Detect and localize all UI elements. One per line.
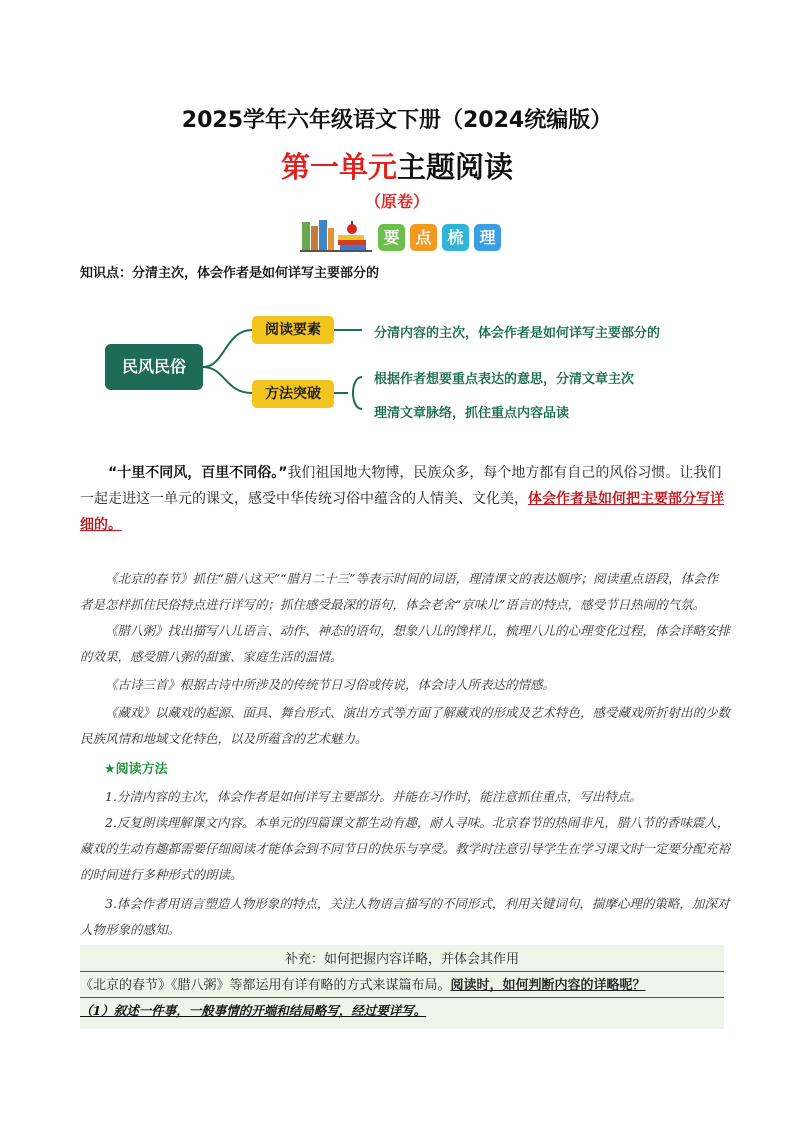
lesson-paragraph-2: 《腊八粥》找出描写八儿语言、动作、神态的语句，想象八儿的馋样儿，梳理八儿的心理变化过程，体会详略安排的效果，感受腊八粥的甜蜜、家庭生活的温情。 [80,623,731,664]
supplement-box [80,945,724,1029]
method-item-3: 3.体会作者用语言塑造人物形象的特点，关注人物语言描写的不同形式，利用关键词句，揣摩心理的策略，加深对人物形象的感知。 [80,896,730,937]
supplement-rule-2 [80,997,724,998]
badge-char-3: 梳 [442,224,469,251]
badge-char-1: 要 [378,224,405,251]
intro-text: 我们祖国地大物博，民族众多，每个地方都有自己的风俗习惯。让我们一起走进这一单元的课文，感受中华传统习俗中蕴含的人情美、文化美， [80,465,722,507]
key-points-banner [300,218,510,254]
method-item-2: 2.反复朗读理解课文内容。本单元的四篇课文都生动有趣，耐人寻味。北京春节的热闹非凡，腊八节的香味震人，藏戏的生动有趣都需要仔细阅读才能体会到不同节日的快乐与享受。教学时注意引导学生在学习课文时一定要分配充裕的时间进行多种形式的朗读。 [80,815,731,882]
supplement-heading: 补充：如何把握内容详略，并体会其作用 [284,952,519,967]
knowledge-point: 知识点：分清主次，体会作者是如何详写主要部分的 [80,266,380,281]
unit-title-black: 主题阅读 [397,150,514,184]
mindmap-node-reading-element: 阅读要素 [252,316,334,344]
supplement-line-1 [80,974,724,993]
unit-title [0,145,794,186]
mindmap [100,305,700,425]
intro-paragraph [80,460,730,538]
mindmap-leaf-3: 理清文章脉络，抓住重点内容品读 [374,406,570,421]
books-apple-icon [300,218,372,252]
reading-method-heading: ★阅读方法 [104,762,168,777]
badge-char-4: 理 [474,224,501,251]
document-subtitle: （原卷） [364,192,429,211]
mindmap-leaf-2: 根据作者想要重点表达的意思，分清文章主次 [374,372,635,387]
intro-quote: “十里不同风，百里不同俗。” [108,465,288,481]
method-item-1: 1.分清内容的主次，体会作者是如何详写主要部分。并能在习作时，能注意抓住重点，写出特点。 [105,789,642,804]
mindmap-node-method: 方法突破 [252,380,334,408]
supplement-line-1-question: 阅读时，如何判断内容的详略呢？ [450,978,646,993]
document-title: 2025学年六年级语文下册（2024统编版） [181,108,613,133]
supplement-line-2: （1）叙述一件事，一般事情的开端和结局略写，经过要详写。 [80,1003,427,1018]
unit-title-red: 第一单元 [280,150,397,184]
intro-highlight: 体会作者是如何把主要部分写详细的。 [80,491,724,533]
lesson-paragraph-4: 《藏戏》以藏戏的起源、面具、舞台形式、演出方式等方面了解藏戏的形成及艺术特色，感受藏戏所折射出的少数民族风情和地域文化特色，以及所蕴含的艺术魅力。 [80,705,731,746]
mindmap-root: 民风民俗 [105,344,203,390]
mindmap-leaf-1: 分清内容的主次，体会作者是如何详写主要部分的 [374,326,661,341]
supplement-rule-1 [80,971,724,972]
supplement-line-1-plain: 《北京的春节》《腊八粥》等都运用有详有略的方式来谋篇布局。 [80,978,451,993]
badge-char-2: 点 [410,224,437,251]
lesson-paragraph-3: 《古诗三首》根据古诗中所涉及的传统节日习俗或传说，体会诗人所表达的情感。 [105,677,556,692]
lesson-paragraph-1: 《北京的春节》抓住“腊八这天”“腊月二十三”等表示时间的词语，理清课文的表达顺序；阅读重点语段，体会作者是怎样抓住民俗特点进行详写的；抓住感受最深的语句，体会老舍“京味儿”语言的特点，感受节日热闹的气氛。 [80,571,719,612]
